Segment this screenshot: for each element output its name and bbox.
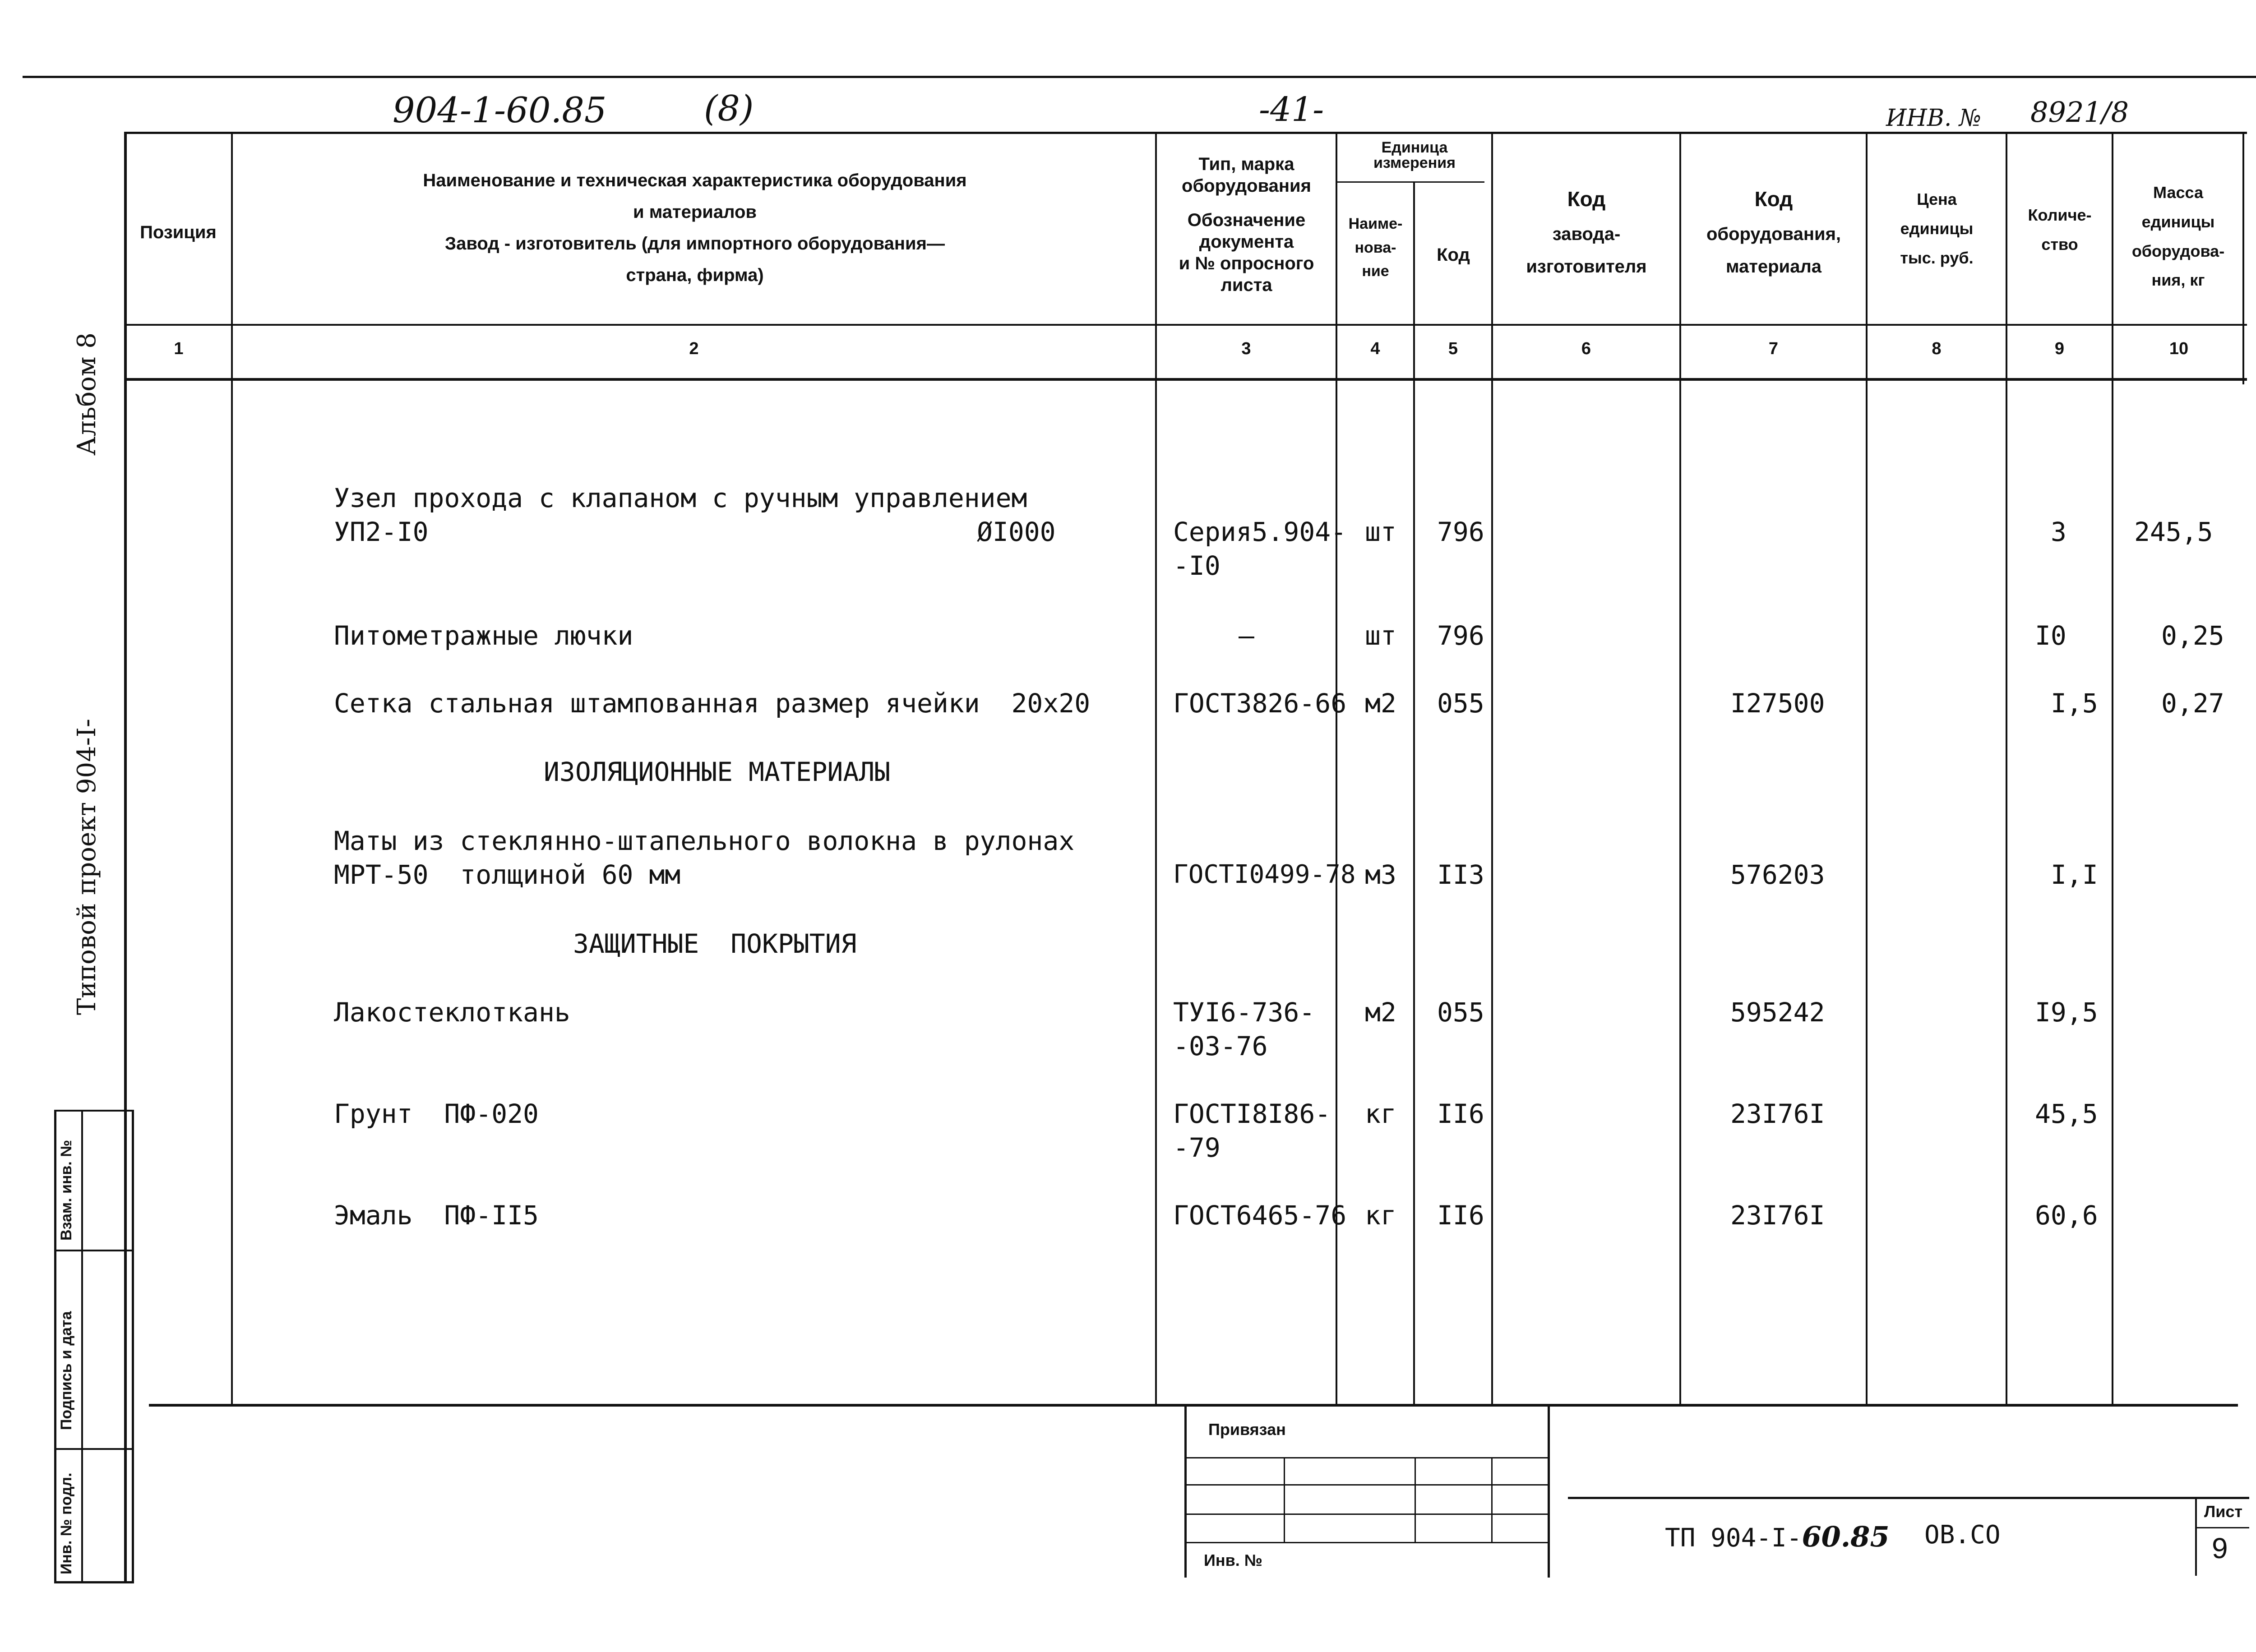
header-quantity: Количе- ство <box>2028 206 2092 254</box>
top-border-line <box>23 76 2256 78</box>
item-quantity: 60,6 <box>2035 1200 2098 1231</box>
column-number: 2 <box>689 339 699 358</box>
item-mass: 0,25 <box>2161 620 2224 651</box>
column-number: 9 <box>2054 339 2065 358</box>
stamp-sign: Подпись и дата <box>58 1311 75 1430</box>
column-number: 7 <box>1768 339 1779 358</box>
header-type: Тип, марка оборудования Обозначение документа и № опросного листа <box>1179 154 1314 295</box>
header-mass: Масса единицы оборудова- ния, кг <box>2131 183 2225 290</box>
item-doc: ГОСТI8I86- <box>1173 1098 1331 1129</box>
item-unit-code: II3 <box>1437 859 1484 890</box>
item-material-code: 23I76I <box>1730 1200 1825 1231</box>
sheet-label: Лист <box>2204 1502 2243 1521</box>
item-material-code: I27500 <box>1730 688 1825 719</box>
item-unit-code: 055 <box>1437 997 1484 1028</box>
section-heading: ИЗОЛЯЦИОННЫЕ МАТЕРИАЛЫ <box>544 757 891 787</box>
header-position: Позиция <box>140 222 217 242</box>
header-material-code: Код оборудования, материала <box>1706 187 1841 277</box>
section-heading: ЗАЩИТНЫЕ ПОКРЫТИЯ <box>573 928 857 959</box>
item-name: Сетка стальная штампованная размер ячейки 20х20 <box>334 688 1091 719</box>
item-doc: ГОСТI0499-78 <box>1173 860 1356 889</box>
column-number: 1 <box>174 339 184 358</box>
page-number: -41- <box>1259 90 1324 129</box>
item-quantity: I,5 <box>2051 688 2098 719</box>
item-unit-code: 055 <box>1437 688 1484 719</box>
item-unit: кг <box>1365 1200 1396 1231</box>
item-unit-code: 796 <box>1437 620 1484 651</box>
stamp-replace: Взам. инв. № <box>58 1140 75 1241</box>
header-name: Наименование и техническая характеристика оборудования и материалов Завод - изготовитель (для импортного оборудования— страна, фирма) <box>423 171 967 285</box>
item-doc: – <box>1239 620 1254 651</box>
project-code: 904-1-60.85 <box>393 90 607 131</box>
item-unit-code: II6 <box>1437 1200 1484 1231</box>
item-quantity: I0 <box>2035 620 2066 651</box>
item-mass: 0,27 <box>2161 688 2224 719</box>
album-mark: (8) <box>704 88 754 129</box>
item-quantity: I,I <box>2051 859 2098 890</box>
stamp-inv: Инв. № подл. <box>58 1472 75 1574</box>
inventory-label: ИНВ. № <box>1886 105 1982 132</box>
item-name: УП2-I0 <box>334 517 429 547</box>
item-name: Эмаль ПФ-II5 <box>334 1200 539 1231</box>
item-name: МРТ-50 толщиной 60 мм <box>334 859 681 890</box>
column-number: 5 <box>1448 339 1458 358</box>
column-number: 4 <box>1370 339 1380 358</box>
column-number: 6 <box>1581 339 1591 358</box>
item-doc: ГОСТ6465-76 <box>1173 1200 1347 1231</box>
header-price: Цена единицы тыс. руб. <box>1900 190 1974 267</box>
item-doc: ГОСТ3826-66 <box>1173 688 1347 719</box>
item-name: Грунт ПФ-020 <box>334 1098 539 1129</box>
item-doc: ТУI6-736- <box>1173 997 1315 1028</box>
document-code: ТП 904-I-60.85 <box>1665 1520 1890 1553</box>
item-unit: шт <box>1365 620 1396 651</box>
header-unit: Единица измерения <box>1373 139 1456 171</box>
column-number: 8 <box>1932 339 1942 358</box>
item-material-code: 576203 <box>1730 859 1825 890</box>
item-name: Питометражные лючки <box>334 620 633 651</box>
item-unit: м2 <box>1365 688 1396 719</box>
album-side-label: Альбом 8 <box>72 332 102 456</box>
item-quantity: 3 <box>2051 517 2066 547</box>
item-unit-code: II6 <box>1437 1098 1484 1129</box>
item-doc: Серия5.904- <box>1173 517 1347 547</box>
header-unit-name: Наиме- нова- ние <box>1348 215 1403 280</box>
item-doc: -03-76 <box>1173 1031 1268 1061</box>
header-unit-code: Код <box>1437 245 1470 265</box>
inventory-number: 8921/8 <box>2030 96 2129 129</box>
project-side-label: Типовой проект 904-I- <box>72 719 102 1015</box>
sheet-number: 9 <box>2212 1532 2228 1564</box>
item-name: Маты из стеклянно-штапельного волокна в рулонах <box>334 826 1075 856</box>
item-unit: кг <box>1365 1098 1396 1129</box>
header-plant-code: Код завода- изготовителя <box>1526 187 1647 277</box>
item-quantity: 45,5 <box>2035 1098 2098 1129</box>
item-unit: м2 <box>1365 997 1396 1028</box>
item-quantity: I9,5 <box>2035 997 2098 1028</box>
document-suffix: ОВ.СО <box>1924 1520 2001 1550</box>
item-unit: м3 <box>1365 859 1396 890</box>
item-diameter: ØI000 <box>977 517 1056 547</box>
column-number: 3 <box>1241 339 1251 358</box>
item-name: Узел прохода с клапаном с ручным управлением <box>334 483 1027 513</box>
inv-label: Инв. № <box>1204 1551 1262 1569</box>
item-material-code: 23I76I <box>1730 1098 1825 1129</box>
item-mass: 245,5 <box>2134 517 2213 547</box>
item-unit: шт <box>1365 517 1396 547</box>
item-doc: -I0 <box>1173 550 1220 581</box>
item-unit-code: 796 <box>1437 517 1484 547</box>
item-name: Лакостеклоткань <box>334 997 570 1028</box>
item-material-code: 595242 <box>1730 997 1825 1028</box>
column-number: 10 <box>2169 339 2189 358</box>
item-doc: -79 <box>1173 1132 1220 1163</box>
bound-label: Привязан <box>1208 1420 1286 1439</box>
